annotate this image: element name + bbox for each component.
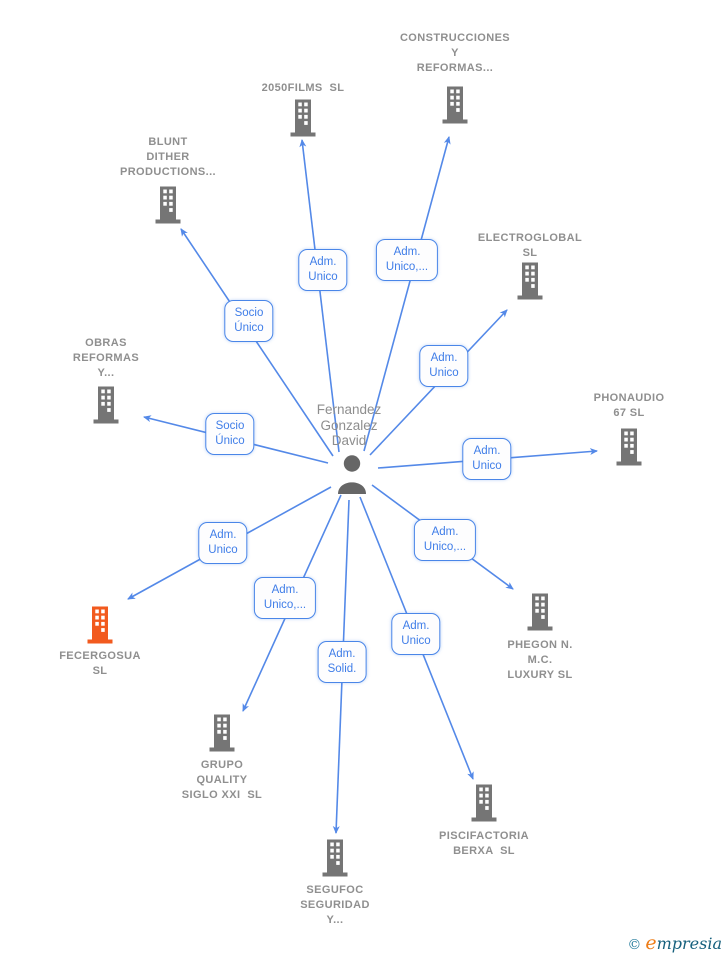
- building-icon-segufoc[interactable]: [320, 840, 350, 877]
- company-label-phonaudio[interactable]: PHONAUDIO 67 SL: [593, 392, 665, 419]
- company-label-grupo-quality[interactable]: GRUPO QUALITY SIGLO XXI SL: [181, 759, 263, 801]
- company-label-fecergosua[interactable]: FECERGOSUA SL: [59, 650, 141, 677]
- relationship-label-obras-reformas: Socio Único: [205, 413, 254, 455]
- building-icon-electroglobal[interactable]: [515, 263, 545, 300]
- empresia-logo[interactable]: [627, 932, 722, 954]
- relationship-label-blunt-dither: Socio Único: [224, 300, 273, 342]
- relationship-label-2050films: Adm. Unico: [298, 249, 347, 291]
- building-icon-construcciones[interactable]: [440, 87, 470, 124]
- company-label-phegon[interactable]: PHEGON N. M.C. LUXURY SL: [507, 639, 573, 681]
- person-name-label: Fernandez Gonzalez David: [316, 402, 382, 448]
- company-label-construcciones[interactable]: CONSTRUCCIONES Y REFORMAS...: [399, 32, 511, 74]
- relationship-label-construcciones: Adm. Unico,...: [376, 239, 438, 281]
- company-label-electroglobal[interactable]: ELECTROGLOBAL SL: [477, 232, 583, 259]
- company-label-piscifactoria[interactable]: PISCIFACTORIA BERXA SL: [439, 830, 529, 857]
- building-icon-blunt-dither[interactable]: [153, 187, 183, 224]
- company-label-segufoc[interactable]: SEGUFOC SEGURIDAD Y...: [300, 884, 370, 926]
- building-icon-grupo-quality[interactable]: [207, 715, 237, 752]
- building-icon-fecergosua[interactable]: [85, 607, 115, 644]
- company-label-obras-reformas[interactable]: OBRAS REFORMAS Y...: [72, 337, 140, 379]
- person-node-fernandez-gonzalez-david[interactable]: [335, 454, 369, 494]
- building-icon-piscifactoria[interactable]: [469, 785, 499, 822]
- relationship-label-phonaudio: Adm. Unico: [462, 438, 511, 480]
- relationship-label-grupo-quality: Adm. Unico,...: [254, 577, 316, 619]
- relationship-label-piscifactoria: Adm. Unico: [391, 613, 440, 655]
- relationship-label-segufoc: Adm. Solid.: [318, 641, 367, 683]
- building-icon-phegon[interactable]: [525, 594, 555, 631]
- relationship-label-electroglobal: Adm. Unico: [419, 345, 468, 387]
- building-icon-phonaudio[interactable]: [614, 429, 644, 466]
- empresia-brand-text: empresia: [645, 932, 722, 954]
- copyright-icon: ©: [627, 937, 642, 953]
- building-icon-2050films[interactable]: [288, 100, 318, 137]
- company-label-blunt-dither[interactable]: BLUNT DITHER PRODUCTIONS...: [119, 136, 217, 178]
- relationship-label-fecergosua: Adm. Unico: [198, 522, 247, 564]
- person-icon: [335, 481, 369, 498]
- relationship-label-phegon: Adm. Unico,...: [414, 519, 476, 561]
- company-label-2050films[interactable]: 2050FILMS SL: [261, 82, 345, 94]
- building-icon-obras-reformas[interactable]: [91, 387, 121, 424]
